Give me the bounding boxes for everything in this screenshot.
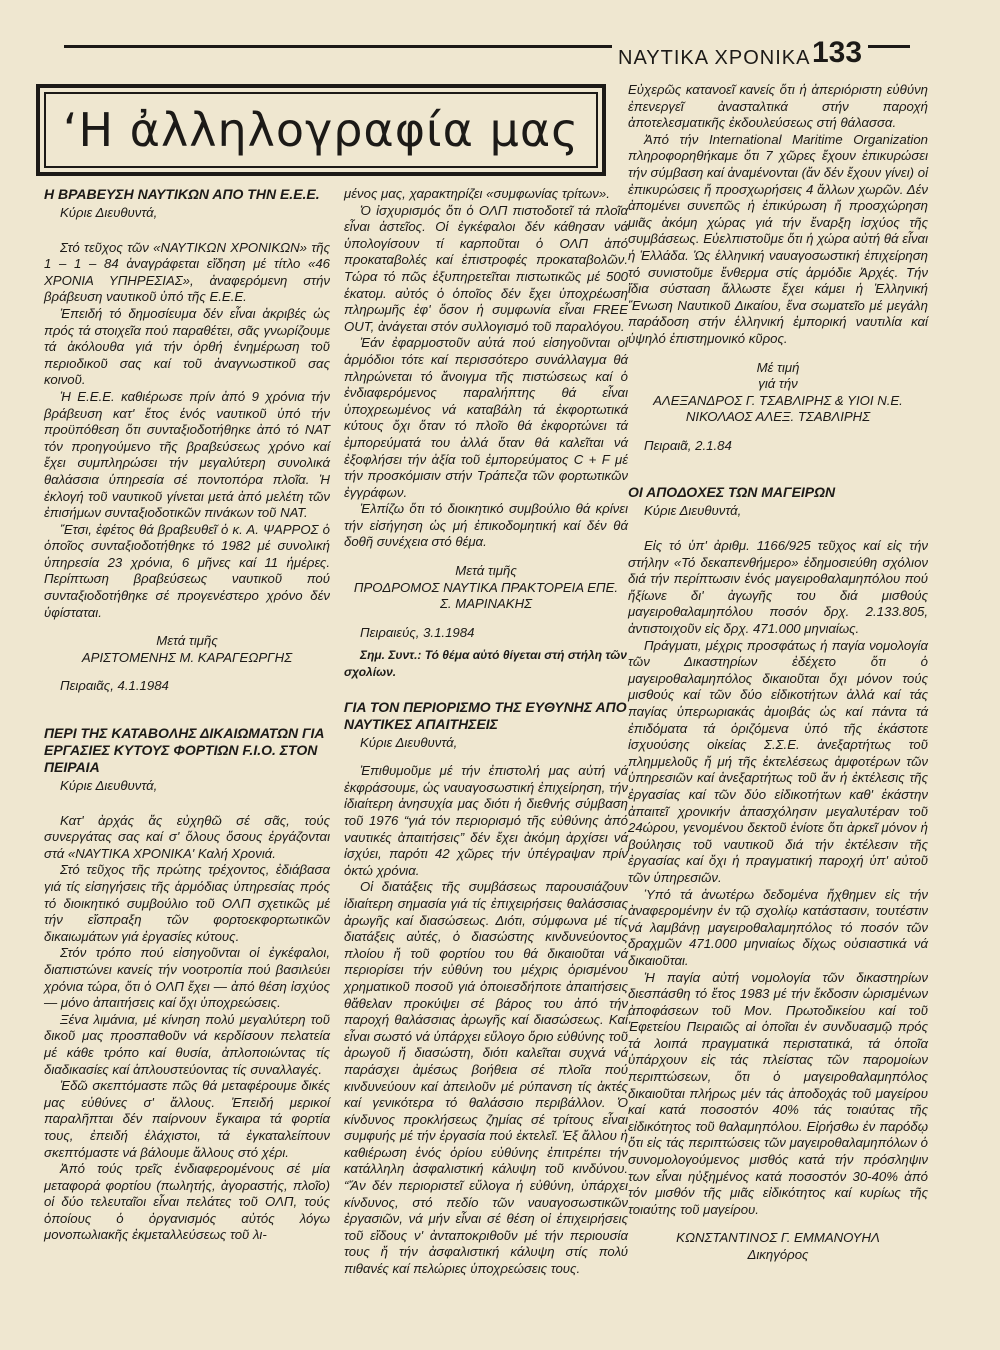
- letter2-signature-company: ΠΡΟΔΡΟΜΟΣ ΝΑΥΤΙΚΑ ΠΡΑΚΤΟΡΕΙΑ ΕΠΕ.: [353, 579, 619, 595]
- column-right: [628, 58, 928, 1264]
- letter4-paragraph: Ὑπό τά ἀνωτέρω δεδομένα ἤχθημεν εἰς τήν ἀναφερομένην ἐν τῷ σχολίῳ κατάστασιν, τουτέστιν νά λαμβάνῃ μαγειροθαλαμηπόλος τό ποσόν τῶν δραχμῶν 471.000 μηνιαίως δίχως οὐσιαστικά νά δικαιοῦται.: [628, 886, 928, 968]
- letter2-paragraph: Ἐλπίζω ὅτι τό διοικητικό συμβούλιο θά κρίνει τήν εἰσήγηση ὡς μή ἐπικοδομητική καί δέν θά δοθῆ συνέχεια στό θέμα.: [344, 501, 628, 550]
- letter2-paragraph: Ξένα λιμάνια, μέ κίνηση πολύ μεγαλύτερη τοῦ δικοῦ μας προσπαθοῦν νά κερδίσουν πελατεία μέ κάθε τρόπο καί θυσία, ἀπλοποιώντας τίς διαδικασίες καί ἁπλουστεύοντας τίς συναλλαγές.: [44, 1011, 330, 1077]
- magazine-name: ΝΑΥΤΙΚΑ ΧΡΟΝΙΚΑ: [618, 47, 811, 69]
- letter4-paragraph: Ἡ παγία αὐτή νομολογία τῶν δικαστηρίων διεσπάσθη τό ἔτος 1983 μέ τήν ἔκδοσιν ὡρισμένων ἀποφάσεων τοῦ Μον. Πρωτοδικείου καί τοῦ Ἐφετείου Πειραιῶς αἱ ὁποῖαι ἐν συνδυασμῷ πρός τά λοιπά πραγματικά περιστατικά, τά ὁποῖα ὑπάρχουν εἰς τάς πλείστας τῶν παρομοίων περιπτώσεων, ὅτι ὁ μαγειροθαλαμηπόλος δικαιοῦται πλήρως μέν τάς ἀποδοχάς τοῦ μαγείρου καί κατά ποσοστόν 40% τάς τοιαύτας τῆς εἰδικότητος τοῦ θαλαμηπόλου. Εἰρήσθω ἐν παρόδῳ ὅτι εἰς τάς περιπτώσεις τῶν μαγειροθαλαμηπόλων ὁ συνομολογούμενος μισθός κατά τήν πρόσληψιν των εἶναι ηὐξημένος κατά ποσοστόν 30-40% ἀπό τόν μισθόν τῆς μιᾶς εἰδικότητος καί κυρίως τῆς τοιαύτης τοῦ μαγείρου.: [628, 969, 928, 1217]
- letter2-salutation: Κύριε Διευθυντά,: [60, 778, 158, 794]
- letter2-paragraph: Ἀπό τούς τρεῖς ἐνδιαφερομένους σέ μία μεταφορά φορτίου (πωλητής, ἀγοραστής, πλοῖο) οἱ δύο τελευταῖοι εἶναι πελάτες τοῦ ΟΛΠ, τούς ὁποίους ὁ ὀργανισμός αὐτός λόγω μονοπωλιακῆς ἐκμεταλλεύσεως τοῦ λι-: [44, 1161, 330, 1243]
- letter3-heading: ΓΙΑ ΤΟΝ ΠΕΡΙΟΡΙΣΜΟ ΤΗΣ ΕΥΘΥΝΗΣ ΑΠΟ ΝΑΥΤΙΚΕΣ ΑΠΑΙΤΗΣΕΙΣ: [344, 698, 627, 732]
- letter3-salutation: Κύριε Διευθυντά,: [360, 734, 458, 750]
- letter3-for-line: γιά τήν: [758, 376, 798, 392]
- letter2-paragraph: Κατ' ἀρχάς ἄς εὐχηθῶ σέ σᾶς, τούς συνεργάτας σας καί σ' ὅλους ὅσους ἐργάζονται στά «ΝΑΥΤΙΚΑ ΧΡΟΝΙΚΑ' Καλή Χρονιά.: [44, 812, 330, 861]
- letter3-paragraph: Ἐπιθυμοῦμε μέ τήν ἐπιστολή μας αὐτή νά ἐκφράσουμε, ὡς ναυαγοσωστική ἐπιχείρηση, τήν ἰδιαίτερη ἀνησυχία μας διότι ἡ διεθνής σύμβαση τοῦ 1976 “γιά τόν περιορισμό τῆς εὐθύνης ἀπό ναυτικές ἀπαιτήσεις” δέν ἔχει ἀκόμη ἀρχίσει νά ἰσχύει, παρότι 42 χῶρες τήν ὑπέγραψαν πρίν ὀκτώ χρόνια.: [344, 763, 628, 878]
- letter2-place-date: Πειραιεύς, 3.1.1984: [360, 624, 475, 640]
- letter4-heading: ΟΙ ΑΠΟΔΟΧΕΣ ΤΩΝ ΜΑΓΕΙΡΩΝ: [628, 484, 836, 501]
- letter2-heading: ΠΕΡΙ ΤΗΣ ΚΑΤΑΒΟΛΗΣ ΔΙΚΑΙΩΜΑΤΩΝ ΓΙΑ ΕΡΓΑΣΙΕΣ ΚΥΤΟΥΣ ΦΟΡΤΙΩΝ F.I.O. ΣΤΟΝ ΠΕΙΡΑΙΑ: [44, 725, 325, 776]
- letter1-paragraph: Στό τεῦχος τῶν «ΝΑΥΤΙΚΩΝ ΧΡΟΝΙΚΩΝ» τῆς 1 – 1 – 84 ἀναγράφεται εἴδηση μέ τίτλο «46 ΧΡΟΝΙΑ ΥΠΗΡΕΣΙΑΣ», ἀναφερόμενη στήν βράβευση ναυτικοῦ ὑπό τῆς Ε.Ε.Ε.: [44, 239, 330, 305]
- letter2-paragraph: Ἐδῶ σκεπτόμαστε πῶς θά μεταφέρουμε δικές μας εὐθύνες σ' ἄλλους. Ἐπειδή μερικοί παραλῆπται δέν παίρνουν ἔγκαιρα τά φορτία τους, ἐπειδή ἐλάχιστοι, τά ἐγκαταλείπουν σκεπτόμαστε νά βάλουμε ἄλλους στό χέρι.: [44, 1078, 330, 1160]
- letter1-place-date: Πειραιᾶς, 4.1.1984: [60, 678, 169, 694]
- letter3-paragraph: Οἱ διατάξεις τῆς συμβάσεως παρουσιάζουν ἰδιαίτερη σημασία γιά τίς ἐπιχειρήσεις θαλάσσιας ἀρωγῆς καί διασώσεως. Διότι, σύμφωνα μέ τίς διατάξεις αὐτές, ὁ διασώστης κινδυνεύοντος πλοίου ἤ τοῦ φορτίου του θά δικαιοῦται νά περιορίσει τήν εὐθύνη του μέχρις ὁρισμένου χρηματικοῦ ποσοῦ γιά ὁποιεσδήποτε ἀπαιτήσεις θἄθελαν προκύψει σέ βάρος του ἀπό τήν παροχή θαλάσσιας ἀρωγῆς καί διασώσεως. Καί εἶναι σωστό νά ὑπάρχει εὔλογο ὅριο εὐθύνης τοῦ ἀρωγοῦ ἤ διασώστη, διότι καλεῖται συχνά νά παράσχει ἀμέσως βοήθεια σέ πλοῖα πού κινδυνεύουν καί ἀπειλοῦν μέ ρύπανση τίς ἀκτές καί γενικότερα τό θαλάσσιο περιβάλλον. Ὁ κίνδυνος προκλήσεως ζημίας σέ τρίτους εἶναι συμφυής μέ τήν ἐργασία πού ἐκτελεῖ. Ἐξ ἄλλου ἡ καθιέρωση ἑνός ὁρίου εὐθύνης ἐπιτρέπει τήν κατάλληλη ἀσφαλιστική κάλυψη τοῦ κινδύνου. “Ἄν δέν περιοριστεῖ εὔλογα ἡ εὐθύνη, ὑπάρχει κίνδυνος, στό πεδίο τῶν ναυαγοσωστικῶν ἐργασιῶν, νά μήν εἶναι σέ θέση οἱ ἐπιχειρήσεις τοῦ εἴδους ν' ἀνταποκριθοῦν μέ τήν περιουσία τους ἤ τήν ἀσφαλιστική κάλυψη στίς πολύ πιθανές καί πελώριες ὑποχρεώσεις τους.: [344, 879, 628, 1277]
- letter2-signature-name: Σ. ΜΑΡΙΝΑΚΗΣ: [439, 596, 533, 612]
- letter1-salutation: Κύριε Διευθυντά,: [60, 205, 158, 220]
- letter1-paragraph: Ἡ Ε.Ε.Ε. καθιέρωσε πρίν ἀπό 9 χρόνια τήν βράβευση κατ' ἔτος ἑνός ναυτικοῦ ὑπό τήν προϋπόθεση ὅτι συνταξιοδοτήθηκε ἀπό τό ΝΑΤ τόν προηγούμενο τῆς βραβεύσεως χρόνο καί ἔχει συμπληρώσει τήν μεγαλύτερη συνολικά θαλάσσια ὑπηρεσία σέ ποντοπόρα πλοῖα. Ἡ ἐκλογή τοῦ ναυτικοῦ γίνεται μετά ἀπό μελέτη τῶν ἐπισήμων συνταξιοδοτικῶν πινάκων τοῦ ΝΑΤ.: [44, 388, 330, 521]
- letter2-closing: Μετά τιμῆς: [455, 563, 517, 579]
- letter1-paragraph: Ἐπειδή τό δημοσίευμα δέν εἶναι ἀκριβές ὡς πρός τά στοιχεῖα πού παραθέτει, σᾶς γνωρίζουμε τά ἀκόλουθα γιά τήν ὀρθή ἐνημέρωση τοῦ περιοδικοῦ σας καί τοῦ ἀναγνωστικοῦ σας κοινοῦ.: [44, 305, 330, 388]
- letter4-signature-title: Δικηγόρος: [747, 1247, 809, 1262]
- letter3-signature-company: ΑΛΕΞΑΝΔΡΟΣ Γ. ΤΣΑΒΛΙΡΗΣ & ΥΙΟΙ Ν.Ε.: [653, 392, 903, 408]
- editor-note: Σημ. Συντ.: Τό θέμα αὐτό θίγεται στή στήλη τῶν σχολίων.: [344, 648, 627, 680]
- letter3-place-date: Πειραιᾶ, 2.1.84: [644, 437, 732, 453]
- letter3-signature-name: ΝΙΚΟΛΑΟΣ ΑΛΕΞ. ΤΣΑΒΛΙΡΗΣ: [685, 409, 871, 425]
- column-left: [44, 186, 330, 1244]
- letter1-signature: ΑΡΙΣΤΟΜΕΝΗΣ Μ. ΚΑΡΑΓΕΩΡΓΗΣ: [81, 649, 293, 665]
- header-rule-right: [868, 45, 910, 48]
- letter3-paragraph: Εὐχερῶς κατανοεῖ κανείς ὅτι ἡ ἀπεριόριστη εὐθύνη ἐπενεργεῖ ἀνασταλτικά στήν παροχή ἀποτελεσματικῆς ἐκδουλεύσεως στή θάλασσα.: [628, 82, 928, 131]
- letter1-heading: Η ΒΡΑΒΕΥΣΗ ΝΑΥΤΙΚΩΝ ΑΠΟ ΤΗΝ Ε.Ε.Ε.: [44, 186, 320, 202]
- letter3-paragraph: Ἀπό τήν International Maritime Organization πληροφορηθήκαμε ὅτι 7 χῶρες ἔχουν ἐπικυρώσει τήν σύμβαση καί ἀναμένονται (ἄν δέν ἔχουν γίνει) οἱ ἐπικυρώσεις ἤ προσχωρήσεις 4 ἄλλων χωρῶν. Δέν ἀπομένει συνεπῶς ἡ ἐπικύρωση ἤ προσχώρηση μιᾶς ἀκόμη χώρας γιά τήν ἔναρξη ἰσχύος τῆς συμβάσεως. Εὐελπιστοῦμε ὅτι ἡ χώρα αὐτή θά εἶναι ἡ Ἑλλάδα. Ὡς ἑλληνική ναυαγοσωστική ἐπιχείρηση τό συνιστοῦμε ἔνθερμα στίς ἁρμόδιε Ἀρχές. Τήν ἴδια σύσταση ἄλλωστε ἔχει κάμει ἡ Ἑλληνική Ἕνωση Ναυτικοῦ Δικαίου, ἕνα σωματεῖο μέ μεγάλη παράδοση στήν ἑλληνική ἐμπορική ναυτιλία καί ὑψηλό ἐπιστημονικό κῦρος.: [628, 131, 928, 346]
- letter2-paragraph: Ἐάν ἐφαρμοστοῦν αὐτά πού εἰσηγοῦνται οἱ ἁρμόδιοι τότε καί περισσότερο συνάλλαγμα θά πληρώνεται τό ἄνοιγμα τῆς πιστώσεως καί ὁ ἐνδιαφερόμενος παραλήπτης θά εἶναι ὑποχρεωμένος νά καταβάλη τά ἐκφορτωτικά κύτους ὄχι ὅταν τό πλοῖο θά ἐκφορτώνει τά ἐμπορεύματά του ἀλλά ὅταν θά καλεῖται νά ἐξοφλήσει τήν ἀξία τοῦ ἐμπορεύματος C + F μέ τήν προσκόμισιν στήν Τράπεζα τῶν φορτωτικῶν ἐγγράφων.: [344, 335, 628, 500]
- section-title-frame: [44, 92, 598, 168]
- letter4-paragraph: Εἰς τό ὑπ' ἀριθμ. 1166/925 τεῦχος καί εἰς τήν στήλην «Τό δεκαπενθήμερο» ἐδημοσιεύθη σχόλιον διά τήν περίπτωσιν ἑνός μαγειροθαλαμηπόλου πού ἤξίωνε δι' ἀγωγῆς του διά μισθούς μαγειροθαλαμηπόλου ποσόν δρχ. 2.133.805, ἀντιστοιχοῦν εἰς δρχ. 471.000 μηνιαίως.: [628, 538, 928, 637]
- letter2-paragraph: Στό τεῦχος τῆς πρώτης τρέχοντος, ἐδιάβασα γιά τίς εἰσηγήσεις τῆς ἁρμόδιας ὑπηρεσίας πρός τό διοικητικό συμβούλιο τοῦ ΟΛΠ σχετικῶς μέ τήν εἴσπραξη τῶν φορτοεκφορτωτικῶν δικαιωμάτων γιά ἐργασίες κύτους.: [44, 862, 330, 944]
- section-title-box: [36, 84, 606, 176]
- letter4-signature-name: ΚΩΝΣΤΑΝΤΙΝΟΣ Γ. ΕΜΜΑΝΟΥΗΛ: [676, 1230, 880, 1246]
- letter2-paragraph: Στόν τρόπο πού εἰσηγοῦνται οἱ ἐγκέφαλοι, διαπιστώνει κανείς τήν νοοτροπία πού βασιλεύει χρόνια τώρα, ὅτι ὁ ΟΛΠ ἔχει — ἀπό θέση ἰσχύος — μόνο ἀπαιτήσεις καί ὄχι ὑποχρεώσεις.: [44, 945, 330, 1011]
- letter2-paragraph: μένος μας, χαρακτηρίζει «συμφωνίας τρίτων».: [344, 186, 610, 201]
- header-rule-left: [64, 45, 612, 48]
- column-middle: [344, 186, 628, 1278]
- letter3-closing: Μέ τιμή: [756, 359, 800, 375]
- page-number: 133: [812, 36, 863, 69]
- letter1-closing: Μετά τιμῆς: [156, 633, 218, 649]
- letter1-paragraph: Ἔτσι, ἐφέτος θά βραβευθεῖ ὁ κ. Α. ΨΑΡΡΟΣ ὁ ὁποῖος συνταξιοδοτήθηκε τό 1982 μέ συνολική ὑπηρεσία 23 χρόνια, 6 μῆνες καί 11 ἡμέρες. Περίπτωση βραβεύσεως ναυτικοῦ πού συνταξιοδοτήθηκε σέ προγενέστερο χρόνο δέν ὑφίσταται.: [44, 521, 330, 620]
- letter4-salutation: Κύριε Διευθυντά,: [644, 503, 742, 519]
- section-title: ‘Η ἀλληλογραφία μας: [62, 103, 580, 157]
- letter4-paragraph: Πράγματι, μέχρις προσφάτως ἡ παγία νομολογία τῶν Δικαστηρίων ἐδέχετο ὅτι ὁ μαγειροθαλαμηπόλος δικαιοῦται ὄχι μόνον τούς μισθούς καί τῶν δύο εἰδικοτήτων ἀλλά καί τάς παγίας ὑπερωριακάς ἀμοιβάς ὡς καί πάντα τά ἐπιδόματα τά ὁριζόμενα ὑπό τῆς ἑκάστοτε ἰσχυούσης οἰκείας Σ.Σ.Ε. ἀνεξαρτήτως τοῦ πλημμελοῦς ἤ μή τῆς ἐκτελέσεως ἀμφοτέρων τῶν ὑπηρεσιῶν καί ἀνεξαρτήτως τοῦ ἄν ἡ ἐκτέλεσις τῆς ἐργασίας καί τῶν δύο εἰδικοτήτων καθ' ἑκάστην ἀπαιτεῖ χρονικήν ἀπασχόλησιν μεγαλυτέραν τοῦ 24ώρου, γενομένου δεκτοῦ ἐνίοτε ὅτι ἀρκεῖ μόνον ἡ βούλησις τοῦ ναυτικοῦ διά τήν ἐκτέλεσιν τῆς ἐργασίας καί ὄχι ἡ πραγματική παροχή ὑπ' αὐτοῦ τῶν ὑπηρεσιῶν.: [628, 637, 928, 885]
- letter2-paragraph: Ὁ ἰσχυρισμός ὅτι ὁ ΟΛΠ πιστοδοτεῖ τά πλοῖα εἶναι ἀστεῖος. Οἱ ἐγκέφαλοι δέν κάθησαν νά ὑπολογίσουν τί καρποῦται ὁ ΟΛΠ ἀπό προκαταβολές καί ἐπιστροφές προκαταβολῶν. Τώρα τό πῶς ἐξυπηρετεῖται πιστωτικῶς μέ 500 ἑκατομ. αὐτός ὁ ὁποῖος δέν ἔχει ὑποχρέωση πληρωμῆς ἐφ' ὅσον ἡ συμφωνία εἶναι FREE OUT, ἀνάγεται στόν συλλογισμό τοῦ παραλόγου.: [344, 202, 628, 334]
